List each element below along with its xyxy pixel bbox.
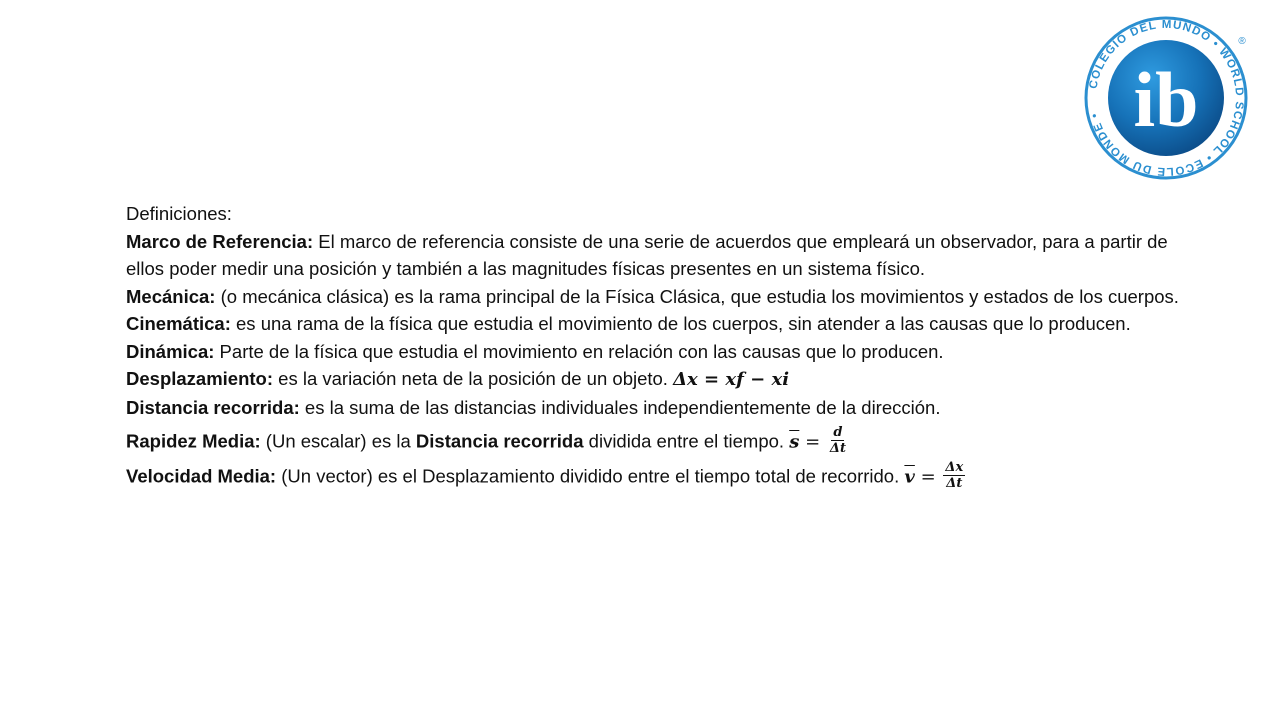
text-dinamica: Parte de la física que estudia el movimiento en relación con las causas que lo producen. <box>214 340 944 362</box>
bold-distancia-recorrida: Distancia recorrida <box>415 430 584 452</box>
fraction-rapidez <box>828 425 848 456</box>
text-distancia: es la suma de las distancias individuales independientemente de la dirección. <box>299 396 941 418</box>
symbol-s-bar: $\overline{s}$ <box>789 431 800 453</box>
text-velocidad: (Un vector) es el Desplazamiento dividido entre el tiempo total de recorrido. <box>276 465 905 487</box>
logo-ring-text: COLEGIO DEL MUNDO • WORLD SCHOOL • ÉCOLE DU MONDE • <box>1087 18 1246 178</box>
registered-mark: ® <box>1238 36 1246 47</box>
def-cinematica <box>126 310 1186 338</box>
text-cinematica: es una rama de la física que estudia el movimiento de los cuerpos, sin atender a las causas que lo producen. <box>230 313 1131 334</box>
term-marco: Marco de Referencia: <box>126 230 314 252</box>
term-mecanica: Mecánica: <box>126 285 216 307</box>
def-mecanica <box>126 283 1186 311</box>
def-velocidad <box>126 462 1186 493</box>
numerator-velocidad: Δx <box>945 460 964 475</box>
logo-monogram: ib <box>1133 56 1199 143</box>
text-rapidez-a: (Un escalar) es la <box>260 430 416 452</box>
text-marco: El marco de referencia consiste de una serie de acuerdos que empleará un observador, para a partir de ellos poder medir una posición y también a las magnitudes físicas presentes en un sistema físico. <box>126 230 1168 279</box>
def-dinamica <box>126 338 1186 366</box>
term-distancia: Distancia recorrida: <box>126 396 300 418</box>
formula-desplazamiento: Δx = xf − xi <box>673 369 790 390</box>
definitions-body <box>126 200 1186 493</box>
ib-logo <box>1082 14 1250 182</box>
term-dinamica: Dinámica: <box>126 340 215 362</box>
fraction-velocidad <box>943 460 965 491</box>
denominator-rapidez: Δt <box>829 441 846 456</box>
def-distancia <box>126 394 1186 422</box>
term-desplazamiento: Desplazamiento: <box>126 368 274 389</box>
text-mecanica: (o mecánica clásica) es la rama principal de la Física Clásica, que estudia los movimientos y estados de los cuerpos. <box>215 285 1179 307</box>
def-rapidez <box>126 427 1186 458</box>
text-rapidez-b: dividida entre el tiempo. <box>583 430 790 452</box>
heading: Definiciones: <box>126 203 232 224</box>
term-rapidez: Rapidez Media: <box>126 430 261 452</box>
equals-velocidad: = <box>914 466 942 488</box>
denominator-velocidad: Δt <box>946 476 963 491</box>
term-cinematica: Cinemática: <box>126 313 231 334</box>
def-marco <box>126 228 1186 283</box>
equals-rapidez: = <box>799 431 826 453</box>
term-velocidad: Velocidad Media: <box>126 465 277 487</box>
def-desplazamiento <box>126 365 1186 394</box>
text-desplazamiento: es la variación neta de la posición de un objeto. <box>273 368 674 389</box>
symbol-v-bar: $\overline{v}$ <box>904 466 915 488</box>
numerator-rapidez: d <box>833 425 843 440</box>
